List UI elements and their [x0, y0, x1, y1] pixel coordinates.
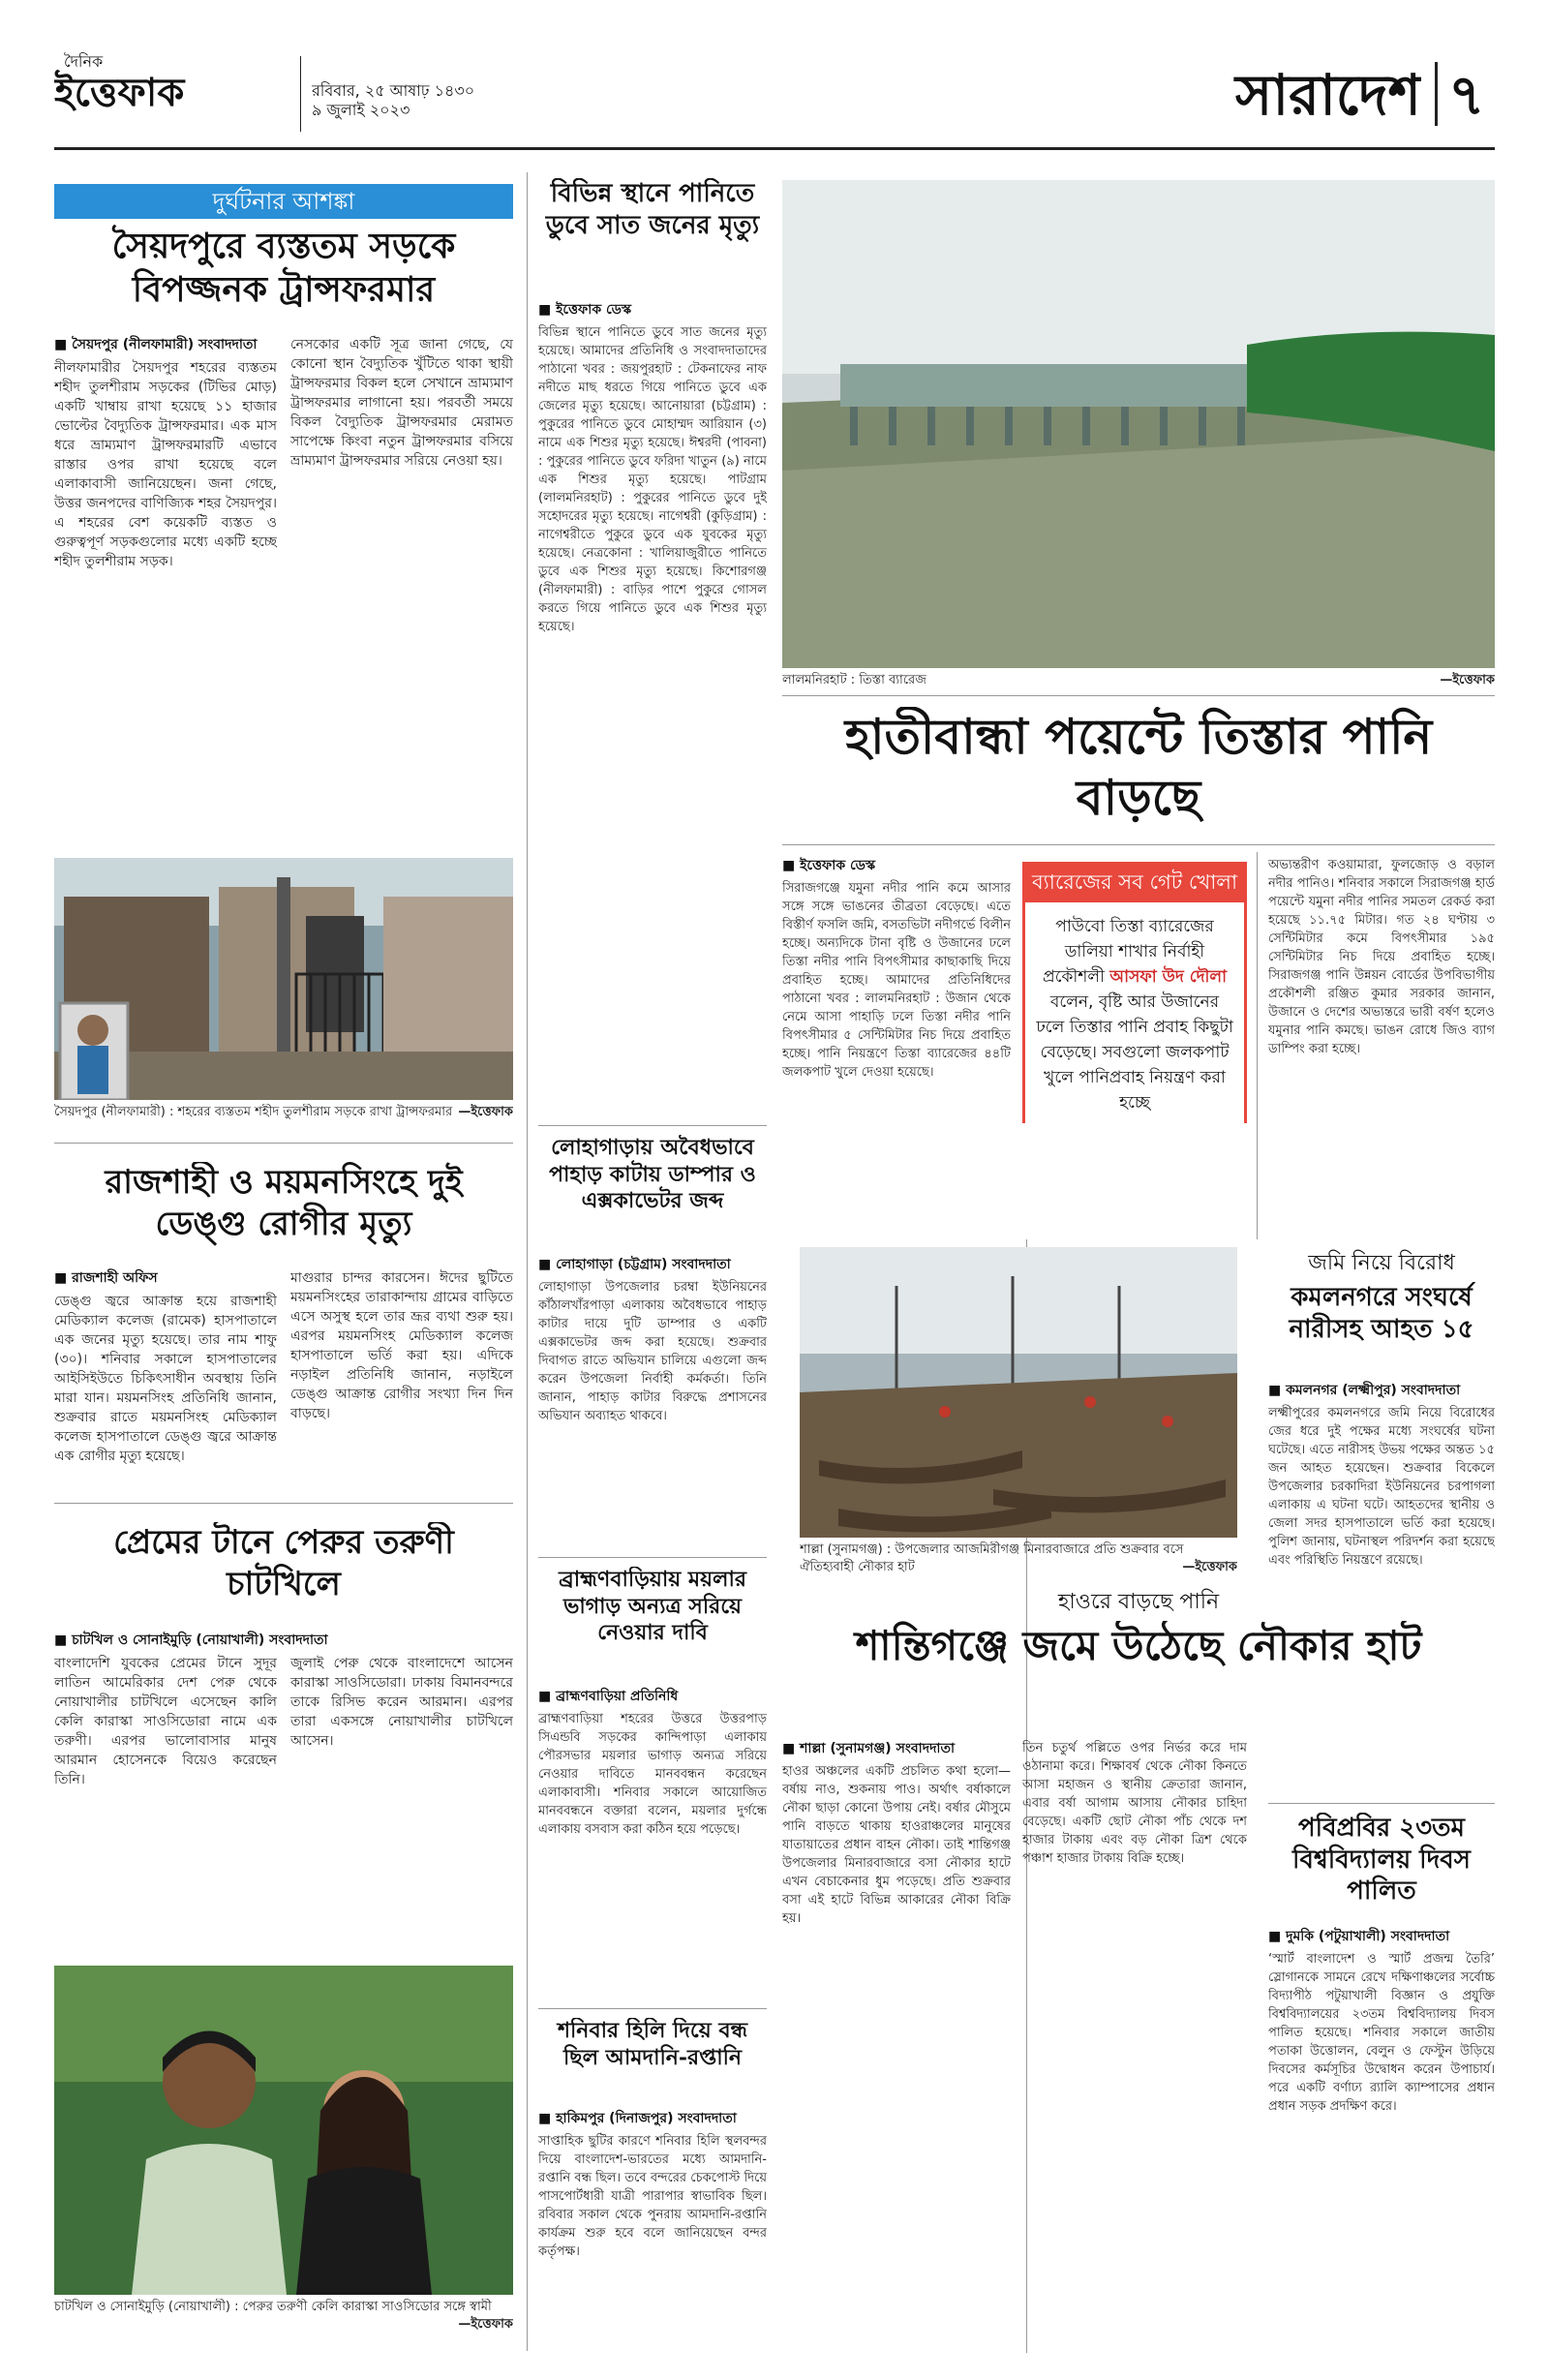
box-quote-post: বলেন, বৃষ্টি আর উজানের ঢলে তিস্তার পানি প্রবাহ কিছুটা বেড়েছে। সবগুলো জলকপাট খুলে পানিপ্রবাহ নিয়ন্ত্রণ করা হচ্ছে — [1036, 992, 1233, 1113]
byline-dumki: ■ দুমকি (পটুয়াখালী) সংবাদদাতা — [1268, 1929, 1450, 1944]
headline-peru-girl: প্রেমের টানে পেরুর তরুণী চাটখিলে — [113, 1523, 454, 1603]
headline-lohagara-hill-cutting: লোহাগাড়ায় অবৈধভাবে পাহাড় কাটায় ডাম্পার ও এক্সকাভেটর জব্দ — [549, 1135, 756, 1213]
byline-ittefaq-desk-1: ■ ইত্তেফাক ডেস্ক — [538, 302, 632, 318]
body-drowning: বিভিন্ন স্থানে পানিতে ডুবে সাত জনের মৃত্যু হয়েছে। আমাদের প্রতিনিধি ও সংবাদদাতাদের পাঠানো খবর : জয়পুরহাট : টেকনাফের নাফ নদীতে মাছ ধরতে গিয়ে পানিতে ডুবে এক জেলের মৃত্যু হয়েছে। আনোয়ারা (চট্টগ্রাম) : পুকুরের পানিতে ডুবে মোহাম্মদ আরিয়ান (৩) নামে এক শিশুর মৃত্যু হয়েছে। ঈশ্বরদী (পাবনা) : পুকুরের পানিতে ডুবে ফরিদা খাতুন (৯) নামে এক শিশুর মৃত্যু হয়েছে। পাটগ্রাম (লালমনিরহাট) : পুকুরের পানিতে ডুবে দুই সহোদরের মৃত্যু হয়েছে। নাগেশ্বরী (কুড়িগ্রাম) : নাগেশ্বরীতে পুকুরে ডুবে এক যুবকের মৃত্যু হয়েছে। নেত্রকোনা : খালিয়াজুরীতে পানিতে ডুবে এক শিশুর মৃত্যু হয়েছে। কিশোরগঞ্জ (নীলফামারী) : বাড়ির পাশে পুকুরে গোসল করতে গিয়ে পানিতে ডুবে এক শিশুর মৃত্যু হয়েছে। — [538, 325, 767, 634]
byline-brahmanbaria: ■ ব্রাহ্মণবাড়িয়া প্রতিনিধি — [538, 1689, 679, 1704]
byline-kamalnagar: ■ কমলনগর (লক্ষ্মীপুর) সংবাদদাতা — [1268, 1383, 1461, 1398]
caption-boat-market-text: শাল্লা (সুনামগঞ্জ) : উপজেলার আজমিরীগঞ্জ মিনারবাজারে প্রতি শুক্রবার বসে ঐতিহ্যবাহী নৌকার হাট — [800, 1542, 1184, 1574]
kicker-land-dispute: জমি নিয়ে বিরোধ — [1308, 1251, 1455, 1275]
kicker-accident-risk: দুর্ঘটনার আশঙ্কা — [54, 184, 513, 219]
box-barrage-gates-head: ব্যারেজের সব গেট খোলা — [1022, 862, 1247, 902]
caption-transformer-text: সৈয়দপুর (নীলফামারী) : শহরের ব্যস্ততম শহীদ তুলশীরাম সড়কে রাখা ট্রান্সফরমার — [54, 1105, 453, 1119]
byline-ittefaq-desk-2: ■ ইত্তেফাক ডেস্ক — [782, 858, 876, 873]
byline-rajshahi: ■ রাজশাহী অফিস — [54, 1270, 158, 1286]
byline-hakimpur: ■ হাকিমপুর (দিনাজপুর) সংবাদদাতা — [538, 2111, 737, 2126]
caption-teesta-text: লালমনিরহাট : তিস্তা ব্যারেজ — [782, 673, 926, 687]
date-bengali: রবিবার, ২৫ আষাঢ় ১৪৩০ — [312, 81, 475, 100]
credit-couple: —ইত্তেফাক — [458, 2317, 513, 2332]
body-boat-market-1: হাওর অঞ্চলের একটি প্রচলিত কথা হলো—বর্ষায় নাও, শুকনায় পাও। অর্থাৎ বর্ষাকালে নৌকা ছাড়া কোনো উপায় নেই। বর্ষার মৌসুমে পানি বাড়তে থাকায় হাওরাঞ্চলের মানুষের যাতায়াতের প্রধান বাহন নৌকা। তাই শান্তিগঞ্জ উপজেলার মিনারবাজারে বসা নৌকার হাটে এখন বেচাকেনার ধুম পড়েছে। প্রতি শুক্রবার বসা এই হাটে বিভিন্ন আকারের নৌকা বিক্রি হয়। — [782, 1764, 1011, 1926]
boat-market-photo-art — [800, 1247, 1237, 1538]
headline-brahmanbaria-dump: ব্রাহ্মণবাড়িয়ায় ময়লার ভাগাড় অন্যত্র সরিয়ে নেওয়ার দাবি — [559, 1567, 746, 1645]
date-english: ৯ জুলাই ২০২৩ — [312, 101, 410, 119]
body-teesta-right: অভ্যন্তরীণ কওয়ামারা, ফুলজোড় ও বড়াল নদীর পানিও। শনিবার সকালে সিরাজগঞ্জ হার্ড পয়েন্টে যমুনা নদীর পানির সমতল রেকর্ড করা হয়েছে ১১.৭৫ মিটার। গত ২৪ ঘণ্টায় ৩ সেন্টিমিটার কমে বিপৎসীমার ১৯৫ সেন্টিমিটার নিচ দিয়ে প্রবাহিত হচ্ছে। সিরাজগঞ্জ পানি উন্নয়ন বোর্ডের উপবিভাগীয় প্রকৌশলী রঞ্জিত কুমার সরকার জানান, উজানে ও দেশের অভ্যন্তরে ভারী বর্ষণ হলেও যমুনার পানি কমছে। ভাঙন রোধে জিও ব্যাগ ডাম্পিং করা হচ্ছে। — [1268, 858, 1495, 1056]
byline-chatkhil: ■ চাটখিল ও সোনাইমুড়ি (নোয়াখালী) সংবাদদাতা — [54, 1632, 328, 1648]
body-saidpur-1: নীলফামারীর সৈয়দপুর শহরের ব্যস্ততম শহীদ তুলশীরাম সড়কের (টিভির মোড়) একটি খাম্বায় রাখা হয়েছে ১১ হাজার ভোল্টের বৈদ্যুতিক ট্রান্সফরমার। এক মাস ধরে ভ্রাম্যমাণ ট্রান্সফরমারটি এভাবে রাস্তার ওপর রাখা হয়েছে বলে এলাকাবাসী জানিয়েছেন। জনা গেছে, উত্তর জনপদের বাণিজ্যিক শহর সৈয়দপুর। এ শহরের বেশ কয়েকটি ব্যস্তত ও গুরুত্বপূর্ণ সড়কগুলোর মধ্যে একটি হচ্ছে শহীদ তুলশীরাম সড়ক। — [54, 360, 277, 569]
box-quote-pre: পাউবো তিস্তা ব্যারেজের ডালিয়া শাখার নির্বাহী প্রকৌশলী — [1043, 917, 1214, 987]
caption-transformer — [54, 1104, 513, 1139]
headline-teesta-rising: হাতীবান্ধা পয়েন্টে তিস্তার পানি বাড়ছে — [844, 708, 1433, 826]
couple-photo-art — [54, 1966, 513, 2295]
photo-transformer — [54, 858, 513, 1100]
caption-couple-text: চাটখিল ও সোনাইমুড়ি (নোয়াখালী) : পেরুর তরুণী কেলি কারাস্কা সাওসিডোর সঙ্গে স্বামী — [54, 2300, 492, 2314]
headline-saidpur-transformer: সৈয়দপুরে ব্যস্ততম সড়কে বিপজ্জনক ট্রান্সফরমার — [111, 226, 456, 310]
caption-boat-market — [800, 1541, 1237, 1580]
body-dengue-1: ডেঙ্গু জ্বরে আক্রান্ত হয়ে রাজশাহী মেডিক্যাল কলেজ (রামেক) হাসপাতালে এক জনের মৃত্যু হয়েছে। তার নাম শাফু (৩০)। শনিবার সকালে হাসপাতালের আইসিইউতে চিকিৎসাধীন অবস্থায় তিনি মারা যান। ময়মনসিংহ প্রতিনিধি জানান, শুক্রবার রাতে ময়মনসিংহ মেডিক্যাল কলেজ হাসপাতালে ডেঙ্গু জ্বরে আক্রান্ত এক রোগীর মৃত্যু হয়েছে। — [54, 1294, 277, 1464]
box-quote-name: আসফা উদ দৌলা — [1109, 967, 1227, 987]
credit-boat-market: —ইত্তেফাক — [1182, 1560, 1237, 1574]
credit-transformer: —ইত্তেফাক — [458, 1105, 513, 1119]
photo-boat-market — [800, 1247, 1237, 1538]
kicker-haor-water: হাওরে বাড়ছে পানি — [1057, 1590, 1220, 1614]
headline-kamalnagar-clash: কমলনগরে সংঘর্ষে নারীসহ আহত ১৫ — [1289, 1283, 1474, 1344]
byline-saidpur: ■ সৈয়দপুর (নীলফামারী) সংবাদদাতা — [54, 337, 258, 352]
body-dengue-2: মাগুরার চান্দর কারসেন। ঈদের ছুটিতে ময়মনসিংহের তারাকান্দায় গ্রামের বাড়িতে এসে অসুস্থ হলে তার ভ্রূর ব্যথা শুরু হয়। এরপর ময়মনসিংহ মেডিক্যাল কলেজ হাসপাতালে ভর্তি করা হয়। এদিকে নড়াইল প্রতিনিধি জানান, নড়াইলে ডেঙ্গু আক্রান্ত রোগীর সংখ্যা দিন দিন বাড়ছে। — [290, 1270, 513, 1421]
masthead-rule — [54, 147, 1495, 150]
body-saidpur-2: নেসকোর একটি সূত্র জানা গেছে, যে কোনো স্থান বৈদ্যুতিক খুঁটিতে থাকা স্থায়ী ট্রান্সফরমার বিকল হলে সেখানে ভ্রাম্যমাণ ট্রান্সফরমার লাগানো হয়। পরবর্তী সময়ে বিকল বৈদ্যুতিক ট্রান্সফরমার মেরামত সাপেক্ষে কিংবা নতুন ট্রান্সফরমার বসিয়ে ভ্রাম্যমাণ ট্রান্সফরমার সরিয়ে নেওয়া হয়। — [290, 337, 513, 469]
headline-pstu-day: পবিপ্রবির ২৩তম বিশ্ববিদ্যালয় দিবস পালিত — [1292, 1814, 1471, 1906]
body-hili: সাপ্তাহিক ছুটির কারণে শনিবার হিলি স্থলবন্দর দিয়ে বাংলাদেশ-ভারতের মধ্যে আমদানি-রপ্তানি বন্ধ ছিল। তবে বন্দরের চেকপোস্ট দিয়ে পাসপোর্টধারী যাত্রী পারাপার স্বাভাবিক ছিল। রবিবার সকাল থেকে পুনরায় আমদানি-রপ্তানি কার্যক্রম শুরু হবে বলে জানিয়েছেন বন্দর কর্তৃপক্ষ। — [538, 2134, 767, 2259]
box-barrage-gates-quote — [1022, 902, 1247, 1123]
credit-teesta: —ইত্তেফাক — [1440, 673, 1495, 687]
section-title: সারাদেশ — [1235, 62, 1421, 128]
logo-text: ইত্তেফাক — [54, 70, 185, 115]
box-barrage-gates — [1022, 862, 1247, 1123]
logo-top: দৈনিক — [64, 52, 104, 71]
headline-boat-market: শান্তিগঞ্জে জমে উঠেছে নৌকার হাট — [855, 1622, 1422, 1669]
transformer-photo-art — [54, 858, 513, 1100]
logo — [54, 52, 287, 136]
photo-couple — [54, 1966, 513, 2295]
body-kamalnagar: লক্ষ্মীপুরের কমলনগরে জমি নিয়ে বিরোধের জের ধরে দুই পক্ষের মধ্যে সংঘর্ষের ঘটনা ঘটেছে। এতে নারীসহ উভয় পক্ষের অন্তত ১৫ জন আহত হয়েছেন। শুক্রবার বিকেলে উপজেলার চরকাদিরা ইউনিয়নের চরপাগলা এলাকায় এ ঘটনা ঘটে। আহতদের স্থানীয় ও জেলা সদর হাসপাতালে ভর্তি করা হয়েছে। পুলিশ জানায়, ঘটনাস্থল পরিদর্শন করা হয়েছে এবং পরিস্থিতি নিয়ন্ত্রণে রয়েছে। — [1268, 1406, 1495, 1568]
body-peru-1: বাংলাদেশি যুবকের প্রেমের টানে সুদূর লাতিন আমেরিকার দেশ পেরু থেকে নোয়াখালীর চাটখিলে এসেছেন কালি কেলি কারাস্কা সাওসিডোরা নামে এক তরুণী। এরপর ভালোবাসার মানুষ আরমান হোসেনকে বিয়েও করেছেন তিনি। — [54, 1656, 277, 1787]
masthead — [54, 48, 1495, 141]
headline-dengue-deaths: রাজশাহী ও ময়মনসিংহে দুই ডেঙ্গু রোগীর মৃত্যু — [105, 1163, 463, 1243]
body-brahmanbaria: ব্রাহ্মণবাড়িয়া শহরের উত্তরে উত্তরপাড় সিএন্ডবি সড়কের কান্দিপাড়া এলাকায় পৌরসভার ময়লার ভাগাড় অন্যত্র সরিয়ে নেওয়ার দাবিতে মানববন্ধন করেছেন এলাকাবাসী। শনিবার সকালে আয়োজিত মানববন্ধনে বক্তারা বলেন, ময়লার দুর্গন্ধে এলাকায় বসবাস করা কঠিন হয়ে পড়েছে। — [538, 1712, 767, 1837]
teesta-barrage-photo-art — [782, 180, 1495, 668]
caption-teesta — [782, 672, 1495, 693]
headline-hili-port: শনিবার হিলি দিয়ে বন্ধ ছিল আমদানি-রপ্তানি — [557, 2018, 747, 2070]
body-peru-2: জুলাই পেরু থেকে বাংলাদেশে আসেন কারাস্কা সাওসিডোরা। ঢাকায় বিমানবন্দরে তাকে রিসিভ করেন আরমান। এরপর তারা একসঙ্গে নোয়াখালীর চাটখিলে আসেন। — [290, 1656, 513, 1749]
body-pstu-day: ‘স্মার্ট বাংলাদেশ ও স্মার্ট প্রজন্ম তৈরি’ স্লোগানকে সামনে রেখে দক্ষিণাঞ্চলের সর্বোচ্চ বিদ্যাপীঠ পটুয়াখালী বিজ্ঞান ও প্রযুক্তি বিশ্ববিদ্যালয়ের ২৩তম বিশ্ববিদ্যালয় দিবস পালিত হয়েছে। শনিবার সকালে জাতীয় পতাকা উত্তোলন, বেলুন ও ফেস্টুন উড়িয়ে দিবসের কর্মসূচির উদ্বোধন করেন উপাচার্য। পরে একটি বর্ণাঢ্য র‍্যালি ক্যাম্পাসের প্রধান প্রধান সড়ক প্রদক্ষিণ করে। — [1268, 1952, 1495, 2114]
date-block — [312, 81, 563, 130]
body-teesta-1: সিরাজগঞ্জে যমুনা নদীর পানি কমে আসার সঙ্গে সঙ্গে ভাঙনের তীব্রতা বেড়েছে। এতে বিস্তীর্ণ ফসলি জমি, বসতভিটা নদীগর্ভে বিলীন হচ্ছে। অন্যদিকে টানা বৃষ্টি ও উজানের ঢলে তিস্তা নদীর পানি বিপৎসীমার কাছাকাছি দিয়ে প্রবাহিত হচ্ছে। আমাদের প্রতিনিধিদের পাঠানো খবর : লালমনিরহাট : উজান থেকে নেমে আসা পাহাড়ি ঢলে তিস্তা নদীর পানি বিপৎসীমার ৫ সেন্টিমিটার নিচ দিয়ে প্রবাহিত হচ্ছে। পানি নিয়ন্ত্রণে তিস্তা ব্যারেজের ৪৪টি জলকপাট খুলে দেওয়া হয়েছে। — [782, 881, 1011, 1080]
body-lohagara: লোহাগাড়া উপজেলার চরম্বা ইউনিয়নের কাঁঠালখাঁরপাড়া এলাকায় অবৈধভাবে পাহাড় কাটার দায়ে দুটি ডাম্পার ও একটি এক্সকাভেটর জব্দ করা হয়েছে। শুক্রবার দিবাগত রাতে অভিযান চালিয়ে এগুলো জব্দ করেন উপজেলা নির্বাহী কর্মকর্তা। তিনি জানান, পাহাড় কাটার বিরুদ্ধে প্রশাসনের অভিযান অব্যাহত থাকবে। — [538, 1280, 767, 1423]
photo-teesta-barrage — [782, 180, 1495, 668]
byline-lohagara: ■ লোহাগাড়া (চট্টগ্রাম) সংবাদদাতা — [538, 1257, 731, 1272]
caption-couple — [54, 2299, 513, 2337]
body-boat-market-2: তিন চতুর্থ পল্লিতে ওপর নির্ভর করে দাম ওঠানামা করে। শিক্ষাবর্ষ থেকে নৌকা কিনতে আসা মহাজন ও স্থানীয় ক্রেতারা জানান, এবার বর্ষা আগাম আসায় নৌকার চাহিদা বেড়েছে। একটি ছোট নৌকা পাঁচ থেকে দশ হাজার টাকায় এবং বড় নৌকা ত্রিশ থেকে পঞ্চাশ হাজার টাকায় বিক্রি হচ্ছে। — [1022, 1741, 1247, 1866]
byline-shalla: ■ শাল্লা (সুনামগঞ্জ) সংবাদদাতা — [782, 1741, 956, 1756]
page-number: ৭ — [1448, 62, 1485, 128]
headline-drowning: বিভিন্ন স্থানে পানিতে ডুবে সাত জনের মৃত্যু — [545, 179, 760, 240]
